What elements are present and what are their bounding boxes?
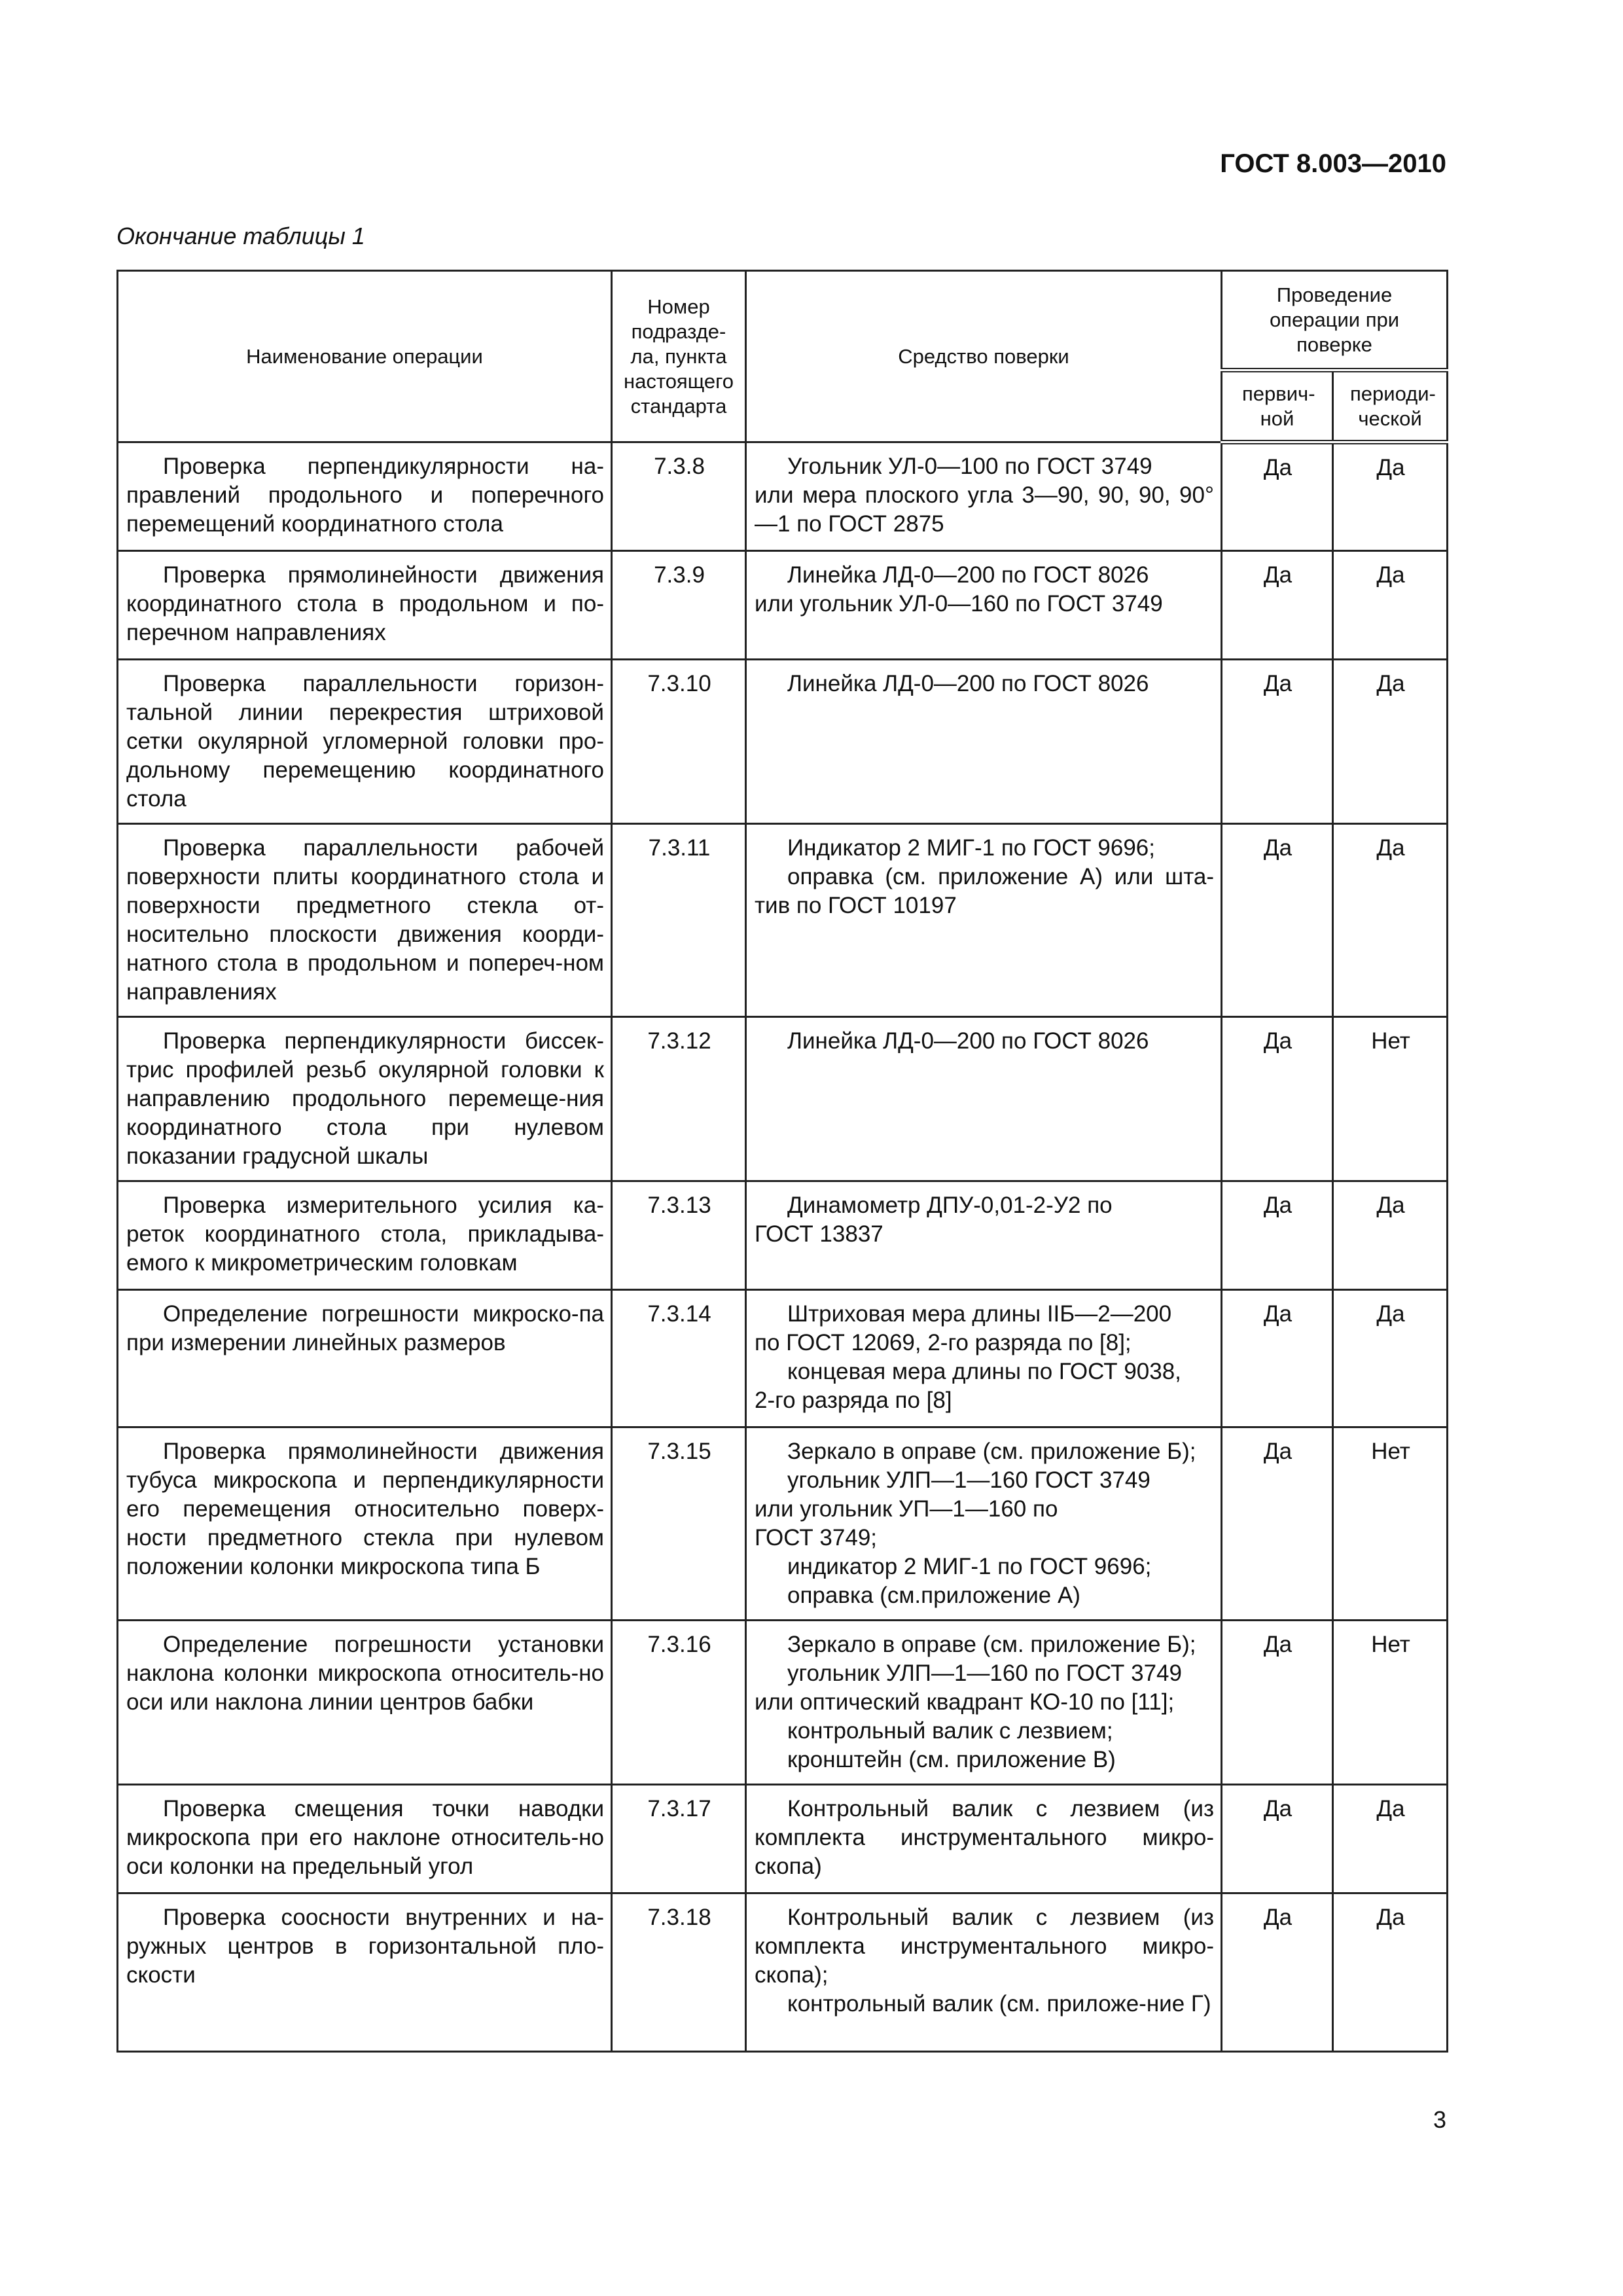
verification-means-line: или угольник УП—1—160 по	[755, 1496, 1058, 1522]
section-number-cell: 7.3.18	[612, 1893, 746, 2052]
table-row	[118, 442, 1448, 551]
verification-means-line: или мера плоского угла 3—90, 90, 90, 90°—1 по ГОСТ 2875	[755, 482, 1214, 537]
primary-verification-cell: Да	[1222, 1893, 1333, 2052]
table-row	[118, 1785, 1448, 1893]
verification-means-cell	[746, 660, 1222, 824]
primary-verification-cell: Да	[1222, 1290, 1333, 1427]
section-number-cell: 7.3.13	[612, 1181, 746, 1290]
verification-means-line: Линейка ЛД-0—200 по ГОСТ 8026	[787, 562, 1149, 588]
verification-means-line: Штриховая мера длины IIБ—2—200	[787, 1301, 1172, 1327]
operation-cell: Проверка смещения точки наводки микроскопа при его наклоне относитель-но оси колонки на предельный угол	[118, 1785, 612, 1893]
table-row	[118, 1893, 1448, 2052]
verification-means-line: угольник УЛП—1—160 ГОСТ 3749	[787, 1467, 1150, 1493]
periodic-verification-cell: Да	[1333, 660, 1448, 824]
verification-means-line: кронштейн (см. приложение В)	[787, 1747, 1116, 1772]
primary-verification-cell: Да	[1222, 824, 1333, 1017]
operation-cell: Проверка прямолинейности движения координатного стола в продольном и по-перечном направлениях	[118, 551, 612, 660]
primary-verification-cell: Да	[1222, 1621, 1333, 1785]
verification-means-line: оправка (см.приложение А)	[787, 1583, 1080, 1608]
verification-means-cell	[746, 442, 1222, 551]
primary-verification-cell: Да	[1222, 1181, 1333, 1290]
verification-means-cell	[746, 1427, 1222, 1621]
operation-cell: Проверка измерительного усилия ка-реток координатного стола, прикладыва-емого к микрометрическим головкам	[118, 1181, 612, 1290]
column-header-periodic: периоди-ческой	[1333, 370, 1448, 442]
verification-means-line: индикатор 2 МИГ-1 по ГОСТ 9696;	[787, 1554, 1152, 1579]
periodic-verification-cell: Да	[1333, 1290, 1448, 1427]
periodic-verification-cell: Нет	[1333, 1427, 1448, 1621]
verification-means-line: или оптический квадрант КО-10 по [11];	[755, 1689, 1175, 1715]
verification-means-line: Угольник УЛ-0—100 по ГОСТ 3749	[787, 454, 1152, 479]
table-row	[118, 1427, 1448, 1621]
periodic-verification-cell: Да	[1333, 1181, 1448, 1290]
column-header-means: Средство поверки	[746, 271, 1222, 442]
primary-verification-cell: Да	[1222, 1017, 1333, 1181]
verification-means-line: или угольник УЛ-0—160 по ГОСТ 3749	[755, 591, 1163, 617]
primary-verification-cell: Да	[1222, 551, 1333, 660]
verification-means-line: Индикатор 2 МИГ-1 по ГОСТ 9696;	[787, 835, 1155, 861]
verification-means-line: Зеркало в оправе (см. приложение Б);	[787, 1632, 1196, 1657]
primary-verification-cell: Да	[1222, 660, 1333, 824]
verification-means-line: ГОСТ 3749;	[755, 1525, 878, 1551]
section-number-cell: 7.3.8	[612, 442, 746, 551]
table-row	[118, 1290, 1448, 1427]
table-row	[118, 1621, 1448, 1785]
verification-means-cell	[746, 1017, 1222, 1181]
verification-means-cell	[746, 551, 1222, 660]
section-number-cell: 7.3.16	[612, 1621, 746, 1785]
periodic-verification-cell: Да	[1333, 551, 1448, 660]
table-row	[118, 824, 1448, 1017]
section-number-cell: 7.3.9	[612, 551, 746, 660]
section-number-cell: 7.3.15	[612, 1427, 746, 1621]
column-header-operation: Наименование операции	[118, 271, 612, 442]
periodic-verification-cell: Нет	[1333, 1621, 1448, 1785]
verification-operations-table	[116, 270, 1448, 2053]
verification-means-line: по ГОСТ 12069, 2-го разряда по [8];	[755, 1330, 1132, 1355]
periodic-verification-cell: Да	[1333, 824, 1448, 1017]
verification-means-line: Контрольный валик с лезвием (из комплекта инструментального микро-скопа);	[755, 1905, 1214, 1988]
column-header-primary: первич-ной	[1222, 370, 1333, 442]
operation-cell: Проверка параллельности горизон-тальной линии перекрестия штриховой сетки окулярной угломерной головки про-дольному перемещению координатного стола	[118, 660, 612, 824]
verification-means-cell	[746, 1785, 1222, 1893]
primary-verification-cell: Да	[1222, 1427, 1333, 1621]
periodic-verification-cell: Да	[1333, 1893, 1448, 2052]
verification-means-line: оправка (см. приложение А) или шта-тив по ГОСТ 10197	[755, 864, 1214, 918]
table-row	[118, 1017, 1448, 1181]
periodic-verification-cell: Да	[1333, 1785, 1448, 1893]
verification-means-line: Линейка ЛД-0—200 по ГОСТ 8026	[787, 671, 1149, 696]
section-number-cell: 7.3.10	[612, 660, 746, 824]
verification-means-cell	[746, 824, 1222, 1017]
verification-means-cell	[746, 1621, 1222, 1785]
table-caption: Окончание таблицы 1	[116, 223, 365, 249]
verification-means-line: контрольный валик (см. приложе-ние Г)	[787, 1991, 1211, 2017]
verification-means-line: ГОСТ 13837	[755, 1221, 883, 1247]
section-number-cell: 7.3.14	[612, 1290, 746, 1427]
primary-verification-cell: Да	[1222, 442, 1333, 551]
verification-means-line: Линейка ЛД-0—200 по ГОСТ 8026	[787, 1028, 1149, 1054]
section-number-cell: 7.3.17	[612, 1785, 746, 1893]
operation-cell: Проверка прямолинейности движения тубуса микроскопа и перпендикулярности его перемещения относительно поверх-ности предметного стекла при нулевом положении колонки микроскопа типа Б	[118, 1427, 612, 1621]
verification-means-line: Зеркало в оправе (см. приложение Б);	[787, 1439, 1196, 1464]
section-number-cell: 7.3.12	[612, 1017, 746, 1181]
periodic-verification-cell: Да	[1333, 442, 1448, 551]
operation-cell: Проверка перпендикулярности на-правлений продольного и поперечного перемещений координатного стола	[118, 442, 612, 551]
operation-cell: Определение погрешности микроско-па при измерении линейных размеров	[118, 1290, 612, 1427]
operation-cell: Проверка перпендикулярности биссек-трис профилей резьб окулярной головки к направлению продольного перемеще-ния координатного стола при нулевом показании градусной шкалы	[118, 1017, 612, 1181]
page-number: 3	[1433, 2106, 1446, 2133]
verification-means-line: Контрольный валик с лезвием (из комплекта инструментального микро-скопа)	[755, 1796, 1214, 1879]
document-standard-header: ГОСТ 8.003—2010	[1220, 149, 1446, 178]
verification-means-line: концевая мера длины по ГОСТ 9038,	[787, 1359, 1181, 1384]
operation-cell: Проверка параллельности рабочей поверхности плиты координатного стола и поверхности предметного стекла от-носительно плоскости движения коорди-натного стола в продольном и попереч-ном направлениях	[118, 824, 612, 1017]
periodic-verification-cell: Нет	[1333, 1017, 1448, 1181]
verification-means-line: угольник УЛП—1—160 по ГОСТ 3749	[787, 1660, 1182, 1686]
verification-means-cell	[746, 1893, 1222, 2052]
column-header-conduct: Проведение операции при поверке	[1222, 271, 1448, 370]
table-row	[118, 660, 1448, 824]
verification-means-cell	[746, 1181, 1222, 1290]
table-row	[118, 551, 1448, 660]
verification-means-line: 2-го разряда по [8]	[755, 1388, 952, 1413]
primary-verification-cell: Да	[1222, 1785, 1333, 1893]
verification-means-line: Динамометр ДПУ-0,01-2-У2 по	[787, 1193, 1113, 1218]
section-number-cell: 7.3.11	[612, 824, 746, 1017]
column-header-number: Номер подразде-ла, пункта настоящего стандарта	[612, 271, 746, 442]
verification-means-line: контрольный валик с лезвием;	[787, 1718, 1113, 1744]
table-row	[118, 1181, 1448, 1290]
operation-cell: Определение погрешности установки наклона колонки микроскопа относитель-но оси или наклона линии центров бабки	[118, 1621, 612, 1785]
operation-cell: Проверка соосности внутренних и на-ружных центров в горизонтальной пло-скости	[118, 1893, 612, 2052]
verification-means-cell	[746, 1290, 1222, 1427]
